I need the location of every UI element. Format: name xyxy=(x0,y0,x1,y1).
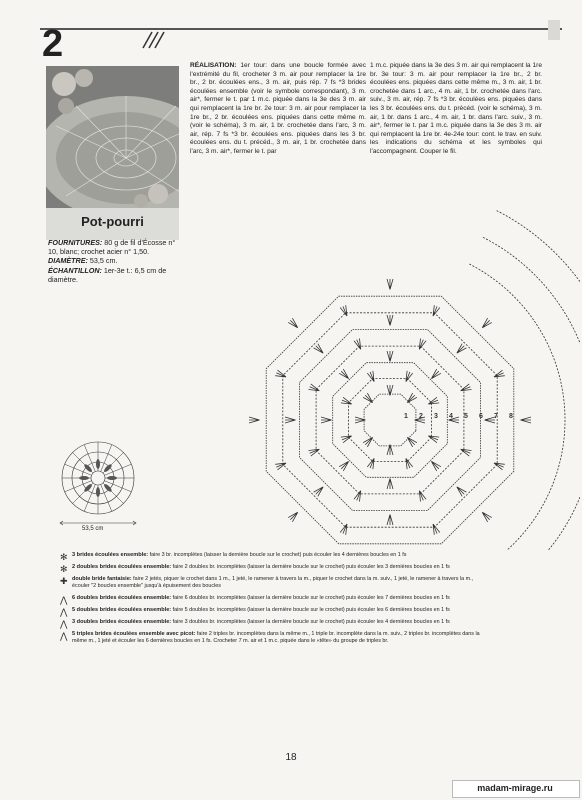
size-label: 53,5 cm xyxy=(82,526,104,532)
chart-petal-mark xyxy=(339,369,349,379)
round-label: 1 xyxy=(404,413,408,420)
chart-petal-mark xyxy=(431,461,441,471)
mini-petal xyxy=(103,483,113,493)
chart-petal-mark xyxy=(314,487,324,497)
header-rule xyxy=(40,28,562,30)
chart-petal-mark xyxy=(288,512,298,522)
chart-petal-mark xyxy=(494,370,505,377)
legend-symbol-icon: ✚ xyxy=(60,576,68,586)
page-number: 18 xyxy=(285,752,297,763)
chart-petal-mark xyxy=(457,487,467,497)
chart-petal-mark xyxy=(387,315,393,326)
legend-symbol-icon: ⋀ xyxy=(60,631,68,641)
chart-petal-mark xyxy=(521,417,532,423)
echantillon-text: 1er-3e t.: 6,5 cm de diamètre. xyxy=(48,265,167,284)
chart-petal-mark xyxy=(308,449,319,456)
legend-symbol-icon: ⋀ xyxy=(60,619,68,629)
mini-petal xyxy=(96,487,100,497)
mini-doily-diagram xyxy=(58,438,138,518)
round-label: 4 xyxy=(449,413,453,420)
mini-petal xyxy=(83,483,93,493)
mini-petal xyxy=(79,476,89,480)
instructions-column-1 xyxy=(190,62,366,157)
fournitures-text: 80 g de fil d'Écosse n° 10, blanc; crochet acier n° 1,50. xyxy=(48,238,176,257)
chart-petal-mark xyxy=(288,318,298,328)
round-label: 2 xyxy=(419,413,423,420)
legend-item: ✚ double bride fantaisie: faire 2 jetés, piquer le crochet dans 1 m., 1 jeté, le ramener à travers la m., piquer le crochet dans la m. suiv., 1 jeté, le ramener à travers la m., écouler "2 boucles ensemble" jusqu'à épuisement des boucles xyxy=(60,576,474,589)
symbol-legend xyxy=(60,552,480,650)
chart-outer-arc xyxy=(497,211,580,550)
chart-petal-mark xyxy=(341,436,352,443)
chart-petal-mark xyxy=(314,344,324,354)
chart-petal-mark xyxy=(354,338,361,349)
legend-item: ✻ 3 brides écoulées ensemble: faire 3 br. incomplètes (laisser la dernière boucle sur le crochet) puis écouler les 4 dernières boucles en 1 fs xyxy=(60,552,407,562)
watermark-text: madam-mirage.ru xyxy=(477,783,553,793)
round-label: 6 xyxy=(479,413,483,420)
chart-petal-mark xyxy=(354,491,361,502)
round-label: 5 xyxy=(464,413,468,420)
chart-petal-mark xyxy=(428,436,439,443)
doily-photo-image xyxy=(46,66,179,208)
fournitures-label: FOURNITURES: xyxy=(48,238,103,247)
chart-petal-mark xyxy=(482,318,492,328)
pattern-number: 2 xyxy=(42,23,64,65)
mini-petal xyxy=(83,463,93,473)
round-label: 3 xyxy=(434,413,438,420)
diametre-label: DIAMÈTRE: xyxy=(48,256,88,266)
chart-petal-mark xyxy=(406,371,413,382)
side-tab xyxy=(548,20,560,40)
chart-petal-mark xyxy=(363,393,373,403)
chart-petal-mark xyxy=(431,369,441,379)
chart-petal-mark xyxy=(494,463,505,470)
legend-symbol-icon: ⋀ xyxy=(60,595,68,605)
chart-outer-arc xyxy=(469,264,565,550)
mini-petal xyxy=(96,459,100,469)
chart-outer-arc xyxy=(483,237,580,550)
legend-item: ✻ 2 doubles brides écoulées ensemble: faire 2 doubles br. incomplètes (laisser la dernière boucle sur le crochet) puis écouler les 3 dernières boucles en 1 fs xyxy=(60,564,450,574)
instructions-text-1: 1er tour: dans une boucle formée avec l'extrémité du fil, crocheter 3 m. air pour remplacer la 1re br., 2 br. écoulées ens., 3 m. air, puis rép. 7 fs *3 brides écoulées ensemble (voir le symbole correspondant), 3 m. air*, fermer le t. par 1 m.c. piquée dans la 3e des 3 m. air qui remplacent la 1re br. 2e tour: 3 m. air pour remplacer la 1re br., 2 br. écoulées ens. piquées dans cette même m. (voir le schéma), 3 m. air, 1 br. crochetée dans l'arc, 3 m. air, rép. 7 fs *3 br. écoulées ens. piquées dans les 3 br. écoulées ens. du t. précéd., 3 m. air, 1 br. crochetée dans l'arc, 3 m. air*, fermer le t. par xyxy=(190,62,366,155)
chart-petal-mark xyxy=(419,338,426,349)
mini-petal xyxy=(107,476,117,480)
mini-petal xyxy=(103,463,113,473)
legend-symbol-icon: ✻ xyxy=(60,564,68,574)
chart-petal-mark xyxy=(461,449,472,456)
chart-petal-mark xyxy=(407,393,417,403)
diametre-text: 53,5 cm. xyxy=(87,256,118,266)
mini-ring xyxy=(91,471,105,485)
legend-symbol-icon: ⋀ xyxy=(60,607,68,617)
legend-item: ⋀ 6 doubles brides écoulées ensemble: faire 6 doubles br. incomplètes (laisser la dernière boucle sur le crochet) puis écouler les 7 dernières boucles en 1 fs xyxy=(60,595,450,605)
chart-petal-mark xyxy=(285,417,296,423)
chart-petal-mark xyxy=(387,515,393,526)
crochet-chart-diagram xyxy=(230,190,580,550)
legend-item: ⋀ 5 doubles brides écoulées ensemble: faire 5 doubles br. incomplètes (laisser la dernière boucle sur le crochet) puis écouler les 6 dernières boucles en 1 fs xyxy=(60,607,450,617)
chart-petal-mark xyxy=(407,437,417,447)
instructions-text-2: 1 m.c. piquée dans la 3e des 3 m. air qui remplacent la 1re br. 3e tour: 3 m. air pour remplacer la 1re br., 2 br. écoulées ens. piquées dans cette même m., 3 m. air, 1 br. crochetée dans 1 arc., 4 m. air, 1 br. crochetée dans l'arc. suiv., 3 m. air, rép. 7 fs *3 br. écoulées ens. piquées dans les 3 br. écoulées ens. du t. précéd. (voir le schéma), 3 m. air, 1 br. dans 1 arc., 4 m. air, 1 br. dans l'arc. suiv., 3 m. air*, fermer le t. par 1 m.c. piquée dans la 3e des 3 m. air qui remplacent la 1re br. 4e-24e tour: cont. le trav. en suiv. les indications du schéma et les symboles qui l'accompagnent. Couper le fil. xyxy=(370,62,542,155)
chart-petal-mark xyxy=(308,384,319,391)
doily-photo xyxy=(46,66,179,208)
legend-item: ⋀ 5 triples brides écoulées ensemble avec picot: faire 2 triples br. incomplètes dans la même m., 1 triple br. incomplète dans la m. suiv., 2 triples br. incomplètes dans la même m., 1 jeté et écouler les 6 dernières boucles en 1 fs. Crocheter 7 m. air et 1 m.c. piquée dans le «tête» du groupe de triples br. xyxy=(60,631,480,644)
legend-symbol-icon: ✻ xyxy=(60,552,68,562)
chart-petal-mark xyxy=(321,417,332,423)
legend-item: ⋀ 3 doubles brides écoulées ensemble: faire 3 doubles br. incomplètes (laisser la dernière boucle sur le crochet) puis écouler les 4 dernières boucles en 1 fs xyxy=(60,619,450,629)
chart-petal-mark xyxy=(387,479,393,490)
chart-petal-mark xyxy=(339,461,349,471)
instructions-column-2 xyxy=(370,62,542,157)
round-label: 7 xyxy=(494,413,498,420)
chart-petal-mark xyxy=(363,437,373,447)
echantillon-label: ÉCHANTILLON: xyxy=(48,265,102,275)
chart-petal-mark xyxy=(387,351,393,362)
chart-petal-mark xyxy=(419,491,426,502)
chart-petal-mark xyxy=(433,524,440,535)
chart-petal-mark xyxy=(387,279,393,290)
chart-petal-mark xyxy=(433,305,440,316)
round-label: 8 xyxy=(509,413,513,420)
pattern-title: Pot-pourri xyxy=(81,214,144,229)
specs-block xyxy=(48,238,183,284)
chart-ring xyxy=(266,296,514,544)
crochet-hook-icon xyxy=(140,30,168,50)
chart-ring xyxy=(316,346,464,494)
chart-petal-mark xyxy=(482,512,492,522)
chart-ring xyxy=(333,363,448,478)
chart-petal-mark xyxy=(461,384,472,391)
realisation-label: RÉALISATION: xyxy=(190,62,237,69)
chart-petal-mark xyxy=(249,417,260,423)
chart-ring xyxy=(283,313,497,527)
chart-petal-mark xyxy=(457,344,467,354)
